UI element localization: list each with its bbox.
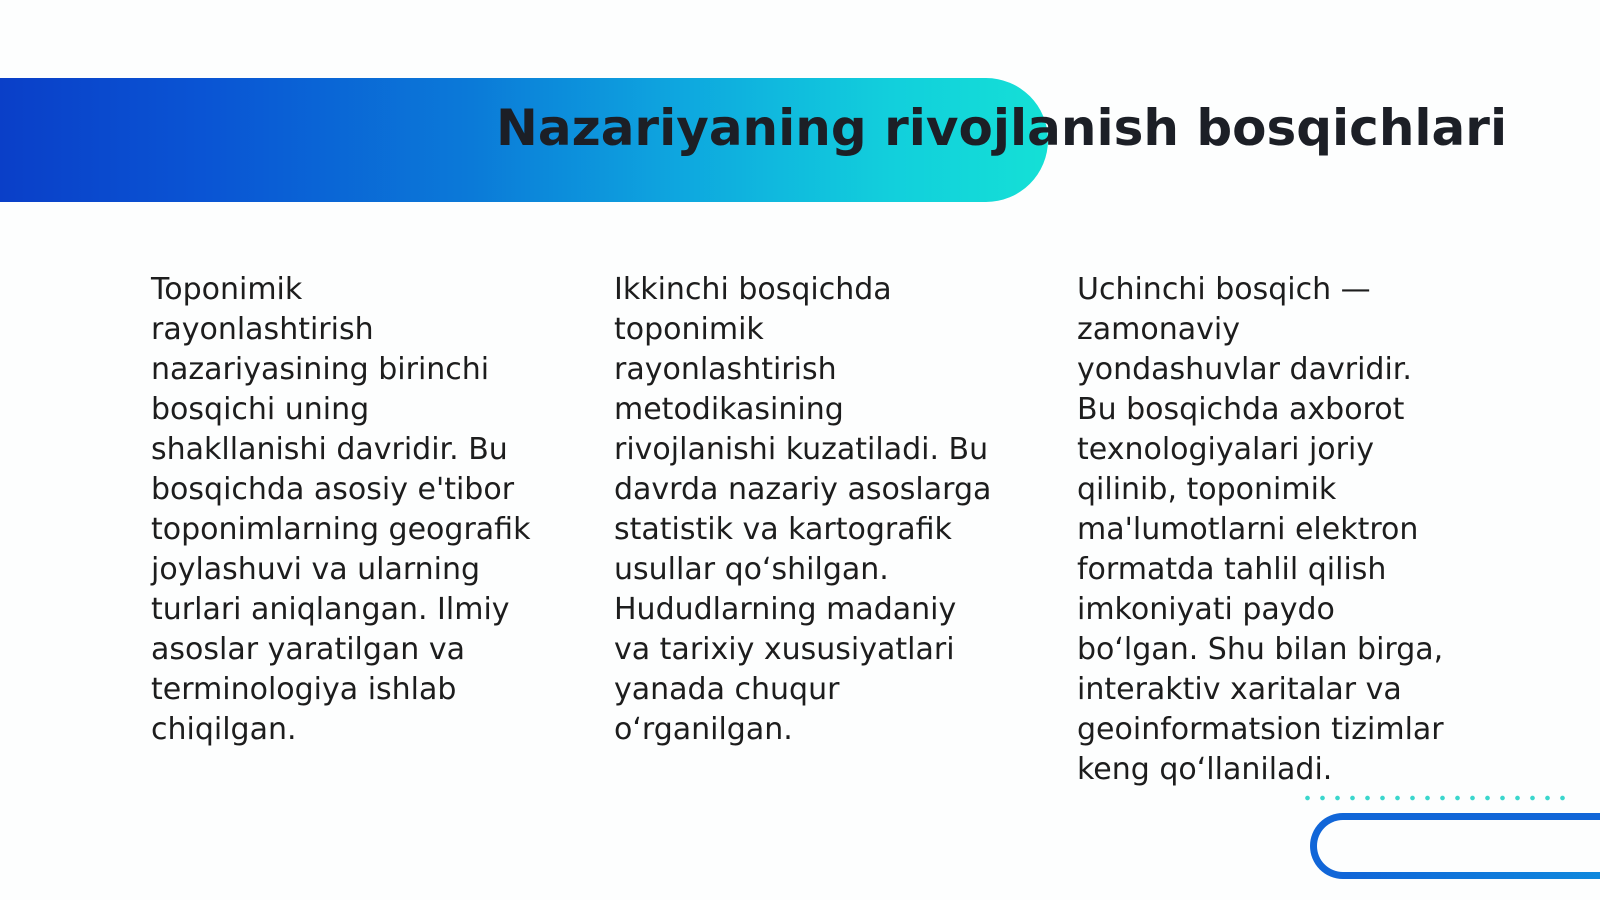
- column-stage-3: Uchinchi bosqich — zamonaviy yondashuvlar davridir. Bu bosqichda axborot texnologiyalari joriy qilinib, toponimik ma'lumotlarni elektron formatda tahlil qilish imkoniyati paydo bo‘lgan. Shu bilan birga, interaktiv xaritalar va geoinformatsion tizimlar keng qo‘llaniladi.: [1077, 272, 1444, 787]
- column-stage-2: Ikkinchi bosqichda toponimik rayonlashtirish metodikasining rivojlanishi kuzatiladi. Bu davrda nazariy asoslarga statistik va kartografik usullar qo‘shilgan. Hududlarning madaniy va tarixiy xususiyatlari yanada chuqur o‘rganilgan.: [614, 272, 992, 747]
- decorative-dots: [1300, 795, 1565, 801]
- decorative-pill-outline: [1310, 813, 1600, 879]
- column-stage-1: Toponimik rayonlashtirish nazariyasining birinchi bosqichi uning shakllanishi davridir. Bu bosqichda asosiy e'tibor toponimlarning geografik joylashuvi va ularning turlari aniqlangan. Ilmiy asoslar yaratilgan va terminologiya ishlab chiqilgan.: [151, 272, 531, 747]
- slide-title: Nazariyaning rivojlanish bosqichlari: [496, 99, 1508, 157]
